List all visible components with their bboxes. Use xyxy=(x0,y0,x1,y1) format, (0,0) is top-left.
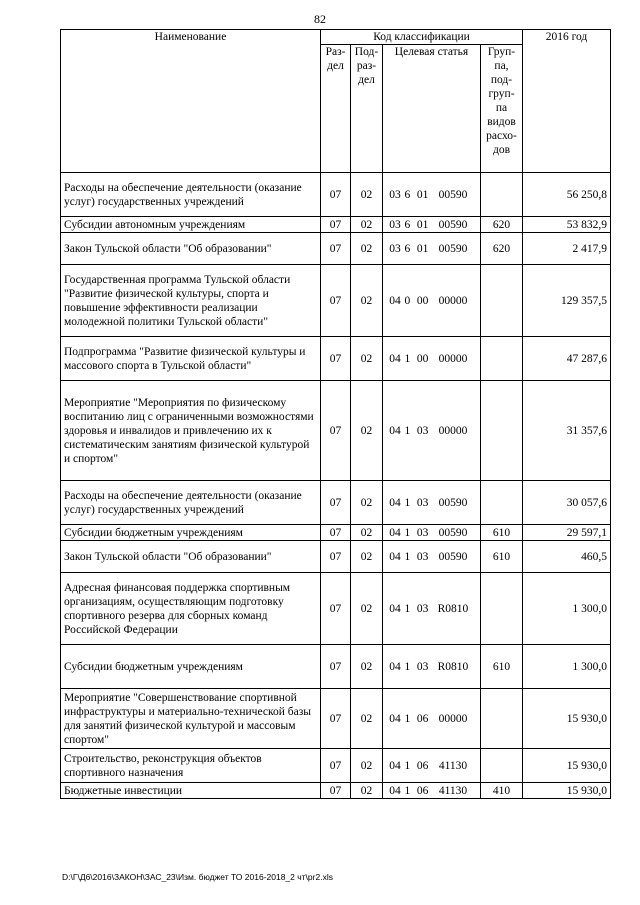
row-target-direction: 00590 xyxy=(438,550,468,563)
row-name: Строительство, реконструкция объектов спортивного назначения xyxy=(61,749,321,783)
header-expense-type: Груп- па, под- груп- па видов расхо- дов xyxy=(481,45,523,173)
row-target-direction: 41130 xyxy=(438,784,468,797)
row-target xyxy=(383,749,481,783)
row-subsection: 02 xyxy=(351,645,383,689)
row-target-subprogram: 1 xyxy=(404,660,411,673)
row-target-direction: 41130 xyxy=(438,759,468,772)
row-section: 07 xyxy=(321,265,351,337)
row-amount: 31 357,6 xyxy=(523,381,611,481)
row-subsection: 02 xyxy=(351,217,383,233)
row-amount: 460,5 xyxy=(523,541,611,573)
row-name: Государственная программа Тульской области "Развитие физической культуры, спорта и повышение эффективности реализации молодежной политики Тульской области" xyxy=(61,265,321,337)
row-target-event: 03 xyxy=(416,602,429,615)
row-subsection: 02 xyxy=(351,541,383,573)
row-target-event: 03 xyxy=(416,424,429,437)
row-name: Мероприятие "Совершенствование спортивной инфраструктуры и материально-технической базы для занятий физической культурой и массовым спортом" xyxy=(61,689,321,749)
row-target-subprogram: 1 xyxy=(404,352,411,365)
row-name: Бюджетные инвестиции xyxy=(61,783,321,799)
table-header xyxy=(61,30,611,173)
row-target-direction: 00000 xyxy=(438,294,468,307)
header-code-group: Код классификации xyxy=(321,30,523,45)
header-subsection: Под- раз- дел xyxy=(351,45,383,173)
row-target-event: 06 xyxy=(416,712,429,725)
row-amount: 15 930,0 xyxy=(523,689,611,749)
budget-table xyxy=(60,29,611,799)
row-target-subprogram: 1 xyxy=(404,784,411,797)
row-subsection: 02 xyxy=(351,689,383,749)
row-target xyxy=(383,265,481,337)
row-target-program: 04 xyxy=(389,424,401,437)
row-amount: 47 287,6 xyxy=(523,337,611,381)
row-amount: 2 417,9 xyxy=(523,233,611,265)
row-target-direction: 00000 xyxy=(438,712,468,725)
row-name: Мероприятие "Мероприятия по физическому воспитанию лиц с ограниченными возможностями здоровья и инвалидов и привлечению их к систематическим занятиям физической культурой и спортом" xyxy=(61,381,321,481)
row-target xyxy=(383,783,481,799)
table-row xyxy=(61,217,611,233)
row-expense-type xyxy=(481,481,523,525)
row-name: Подпрограмма "Развитие физической культуры и массового спорта в Тульской области" xyxy=(61,337,321,381)
row-section: 07 xyxy=(321,173,351,217)
row-target-subprogram: 1 xyxy=(404,526,411,539)
row-section: 07 xyxy=(321,645,351,689)
row-target-program: 03 xyxy=(389,218,401,231)
row-target xyxy=(383,337,481,381)
row-section: 07 xyxy=(321,749,351,783)
row-expense-type: 610 xyxy=(481,645,523,689)
row-subsection: 02 xyxy=(351,381,383,481)
page-number: 82 xyxy=(314,12,326,26)
row-name: Субсидии автономным учреждениям xyxy=(61,217,321,233)
row-target-subprogram: 1 xyxy=(404,496,411,509)
row-section: 07 xyxy=(321,525,351,541)
row-expense-type xyxy=(481,689,523,749)
row-target-direction: 00000 xyxy=(438,424,468,437)
row-target-event: 03 xyxy=(416,550,429,563)
row-expense-type: 620 xyxy=(481,233,523,265)
row-name: Субсидии бюджетным учреждениям xyxy=(61,525,321,541)
table-row xyxy=(61,337,611,381)
row-target-program: 04 xyxy=(389,602,401,615)
table-row xyxy=(61,573,611,645)
table-row xyxy=(61,645,611,689)
row-name: Расходы на обеспечение деятельности (оказание услуг) государственных учреждений xyxy=(61,481,321,525)
row-target-event: 01 xyxy=(416,188,429,201)
row-name: Закон Тульской области "Об образовании" xyxy=(61,541,321,573)
row-amount: 53 832,9 xyxy=(523,217,611,233)
row-target-subprogram: 1 xyxy=(404,712,411,725)
row-subsection: 02 xyxy=(351,573,383,645)
row-subsection: 02 xyxy=(351,337,383,381)
row-section: 07 xyxy=(321,783,351,799)
row-subsection: 02 xyxy=(351,265,383,337)
row-section: 07 xyxy=(321,337,351,381)
row-target-program: 04 xyxy=(389,550,401,563)
row-target-program: 04 xyxy=(389,784,401,797)
row-target xyxy=(383,381,481,481)
row-target-program: 04 xyxy=(389,526,401,539)
header-year: 2016 год xyxy=(523,30,611,173)
row-target xyxy=(383,233,481,265)
row-name: Адресная финансовая поддержка спортивным организациям, осуществляющим подготовку спортивного резерва для сборных команд Российской Федерации xyxy=(61,573,321,645)
table-body xyxy=(61,173,611,799)
header-name: Наименование xyxy=(61,30,321,173)
row-target-direction: 00590 xyxy=(438,242,468,255)
row-target-event: 00 xyxy=(416,294,429,307)
table-row xyxy=(61,541,611,573)
row-expense-type: 610 xyxy=(481,525,523,541)
row-target-program: 04 xyxy=(389,759,401,772)
row-target-subprogram: 6 xyxy=(404,218,411,231)
row-target xyxy=(383,573,481,645)
row-target-event: 06 xyxy=(416,784,429,797)
row-expense-type xyxy=(481,337,523,381)
table-row xyxy=(61,525,611,541)
row-amount: 129 357,5 xyxy=(523,265,611,337)
table-row xyxy=(61,481,611,525)
table-row xyxy=(61,689,611,749)
row-target-direction: 00590 xyxy=(438,218,468,231)
row-amount: 15 930,0 xyxy=(523,749,611,783)
row-expense-type xyxy=(481,381,523,481)
row-target-event: 01 xyxy=(416,218,429,231)
row-amount: 15 930,0 xyxy=(523,783,611,799)
row-target-event: 00 xyxy=(416,352,429,365)
row-target-program: 03 xyxy=(389,188,401,201)
row-expense-type: 620 xyxy=(481,217,523,233)
row-target-direction: 00590 xyxy=(438,496,468,509)
row-target-direction: R0810 xyxy=(437,602,469,615)
row-target-event: 03 xyxy=(416,526,429,539)
row-target-event: 03 xyxy=(416,496,429,509)
row-section: 07 xyxy=(321,481,351,525)
row-subsection: 02 xyxy=(351,749,383,783)
row-target-subprogram: 0 xyxy=(404,294,411,307)
row-target xyxy=(383,525,481,541)
row-section: 07 xyxy=(321,381,351,481)
row-target-program: 04 xyxy=(389,712,401,725)
table-row xyxy=(61,173,611,217)
row-target-program: 04 xyxy=(389,294,401,307)
table-row xyxy=(61,749,611,783)
row-target-subprogram: 1 xyxy=(404,424,411,437)
row-amount: 29 597,1 xyxy=(523,525,611,541)
row-name: Расходы на обеспечение деятельности (оказание услуг) государственных учреждений xyxy=(61,173,321,217)
row-name: Закон Тульской области "Об образовании" xyxy=(61,233,321,265)
row-target-direction: 00590 xyxy=(438,526,468,539)
row-target-program: 04 xyxy=(389,352,401,365)
row-target-subprogram: 6 xyxy=(404,188,411,201)
row-subsection: 02 xyxy=(351,525,383,541)
row-expense-type: 410 xyxy=(481,783,523,799)
row-target xyxy=(383,689,481,749)
header-section: Раз- дел xyxy=(321,45,351,173)
table-row xyxy=(61,381,611,481)
row-name: Субсидии бюджетным учреждениям xyxy=(61,645,321,689)
row-target-direction: 00590 xyxy=(438,188,468,201)
row-section: 07 xyxy=(321,233,351,265)
row-section: 07 xyxy=(321,573,351,645)
header-target: Целевая статья xyxy=(383,45,481,173)
table-row xyxy=(61,783,611,799)
table-row xyxy=(61,265,611,337)
row-target xyxy=(383,481,481,525)
row-target-direction: R0810 xyxy=(437,660,469,673)
file-path-footer: D:\Г\Д6\2016\ЗАКОН\ЗАС_23\Изм. бюджет ТО 2016-2018_2 чт\pr2.xls xyxy=(62,872,333,882)
row-target xyxy=(383,645,481,689)
row-target-direction: 00000 xyxy=(438,352,468,365)
row-section: 07 xyxy=(321,541,351,573)
row-expense-type: 610 xyxy=(481,541,523,573)
row-target-program: 03 xyxy=(389,242,401,255)
row-target-subprogram: 1 xyxy=(404,602,411,615)
row-subsection: 02 xyxy=(351,233,383,265)
row-amount: 1 300,0 xyxy=(523,645,611,689)
row-target-event: 03 xyxy=(416,660,429,673)
row-amount: 1 300,0 xyxy=(523,573,611,645)
row-target xyxy=(383,217,481,233)
row-target-program: 04 xyxy=(389,496,401,509)
row-amount: 30 057,6 xyxy=(523,481,611,525)
row-expense-type xyxy=(481,173,523,217)
row-target xyxy=(383,541,481,573)
row-subsection: 02 xyxy=(351,173,383,217)
row-target-event: 01 xyxy=(416,242,429,255)
row-expense-type xyxy=(481,573,523,645)
table-row xyxy=(61,233,611,265)
row-target xyxy=(383,173,481,217)
row-target-subprogram: 1 xyxy=(404,759,411,772)
row-target-program: 04 xyxy=(389,660,401,673)
row-target-subprogram: 6 xyxy=(404,242,411,255)
row-section: 07 xyxy=(321,217,351,233)
row-subsection: 02 xyxy=(351,481,383,525)
row-section: 07 xyxy=(321,689,351,749)
row-subsection: 02 xyxy=(351,783,383,799)
row-expense-type xyxy=(481,265,523,337)
row-expense-type xyxy=(481,749,523,783)
row-target-subprogram: 1 xyxy=(404,550,411,563)
row-target-event: 06 xyxy=(416,759,429,772)
row-amount: 56 250,8 xyxy=(523,173,611,217)
